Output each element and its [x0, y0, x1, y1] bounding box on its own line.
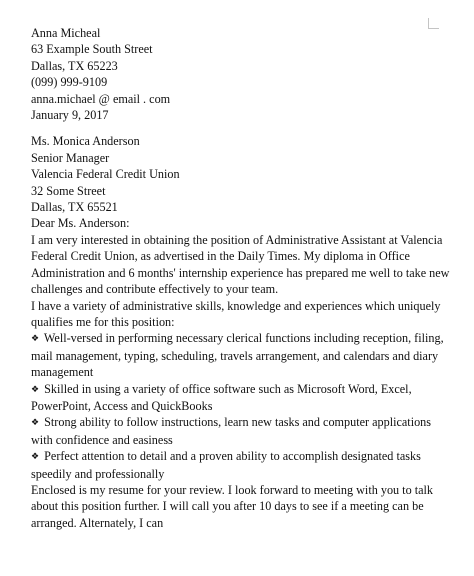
recipient-street: 32 Some Street	[31, 183, 106, 198]
recipient-city: Dallas, TX 65521	[31, 200, 118, 215]
bullet-text: Perfect attention to detail and a proven ability to accomplish designated tasks speedily and professionally	[31, 449, 421, 481]
recipient-name: Ms. Monica Anderson	[31, 134, 140, 149]
recipient-title: Senior Manager	[31, 150, 110, 165]
bullet-text: Strong ability to follow instructions, learn new tasks and computer applications with confidence and easiness	[31, 415, 432, 447]
sender-email: anna.michael @ email . com	[31, 91, 171, 106]
bullet-text: Well-versed in performing necessary clerical functions including reception, filing, mail management, typing, scheduling, travels arrangement, and calendars and diary management	[31, 331, 444, 380]
bottom-fade	[0, 570, 474, 576]
diamond-bullet-icon: ❖	[31, 452, 40, 463]
recipient-block	[31, 133, 451, 215]
sender-street: 63 Example South Street	[31, 42, 153, 57]
diamond-bullet-icon: ❖	[31, 418, 40, 429]
sender-city: Dallas, TX 65223	[31, 58, 118, 73]
closing-paragraph: Enclosed is my resume for your review. I look forward to meeting with you to talk about this position further. I will call you after 10 days to see if a meeting can be arranged. Alternately, I can	[31, 482, 433, 530]
diamond-bullet-icon: ❖	[31, 334, 40, 345]
intro-paragraph: I am very interested in obtaining the position of Administrative Assistant at Valencia Federal Credit Union, as advertised in the Daily Times. My diploma in Office Administration and 6 months' internship experience has prepared me well to take new challenges and contribute effectively to your team.	[31, 232, 450, 297]
diamond-bullet-icon: ❖	[31, 384, 40, 395]
salutation: Dear Ms. Anderson:	[31, 216, 130, 231]
letter-date: January 9, 2017	[31, 108, 109, 123]
bullet-item	[31, 448, 451, 482]
recipient-company: Valencia Federal Credit Union	[31, 167, 180, 182]
sender-block	[31, 25, 451, 107]
bullet-item	[31, 381, 451, 415]
bullet-item	[31, 330, 451, 380]
bullet-item	[31, 414, 451, 448]
bullet-text: Skilled in using a variety of office software such as Microsoft Word, Excel, PowerPoint, Access and QuickBooks	[31, 381, 412, 413]
skills-intro-paragraph: I have a variety of administrative skills, knowledge and experiences which uniquely qualifies me for this position:	[31, 298, 441, 329]
letter-body	[31, 25, 451, 531]
sender-phone: (099) 999-9109	[31, 75, 108, 90]
sender-name: Anna Micheal	[31, 26, 101, 40]
